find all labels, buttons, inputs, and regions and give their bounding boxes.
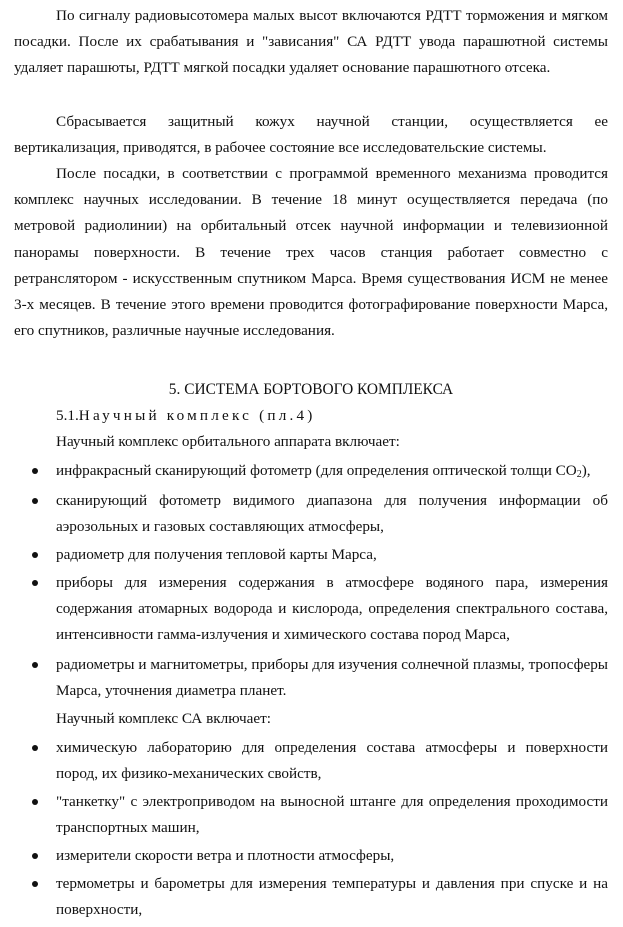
bullet-dot [32, 662, 38, 668]
list-item-text: химическую лабораторию для определения состава атмосферы и поверхности пород, их физико-механических свойств, [56, 739, 608, 783]
bullet-dot [32, 799, 38, 805]
list-item-text: измерители скорости ветра и плотности атмосферы, [56, 847, 395, 864]
bullet-dot [32, 853, 38, 859]
list-item-text: приборы для измерения содержания в атмосфере водяного пара, измерения содержания атомарных водорода и кислорода, определения спектрального состава, интенсивности гамма-излучения и химического состава пород Марса, [56, 574, 608, 644]
lander-complex-intro: Научный комплекс СА включает: [56, 710, 271, 727]
list-item-text: сканирующий фотометр видимого диапазона для получения информации об аэрозольных и газовых составляющих атмосферы, [56, 492, 608, 536]
paragraph-landing-engines: По сигналу радиовысотомера малых высот включаются РДТТ торможения и мягком посадки. После их срабатывания и "зависания" СА РДТТ увода парашютной системы удаляет парашюты, РДТТ мягкой посадки удаляет основание парашютного отсека. [14, 7, 608, 77]
list-item-text: "танкетку" с электроприводом на выносной штанге для определения проходимости транспортных машин, [56, 793, 608, 837]
bullet-dot [32, 552, 38, 558]
list-item-text: термометры и барометры для измерения температуры и давления при спуске и на поверхности, [56, 875, 608, 919]
section-heading: 5. СИСТЕМА БОРТОВОГО КОМПЛЕКСА [168, 381, 454, 398]
subsection-title: Научный комплекс (пл.4) [78, 407, 316, 424]
bullet-dot [32, 580, 38, 586]
list-item-text: радиометр для получения тепловой карты Марса, [56, 546, 377, 563]
bullet-dot [32, 498, 38, 504]
list-item-text: инфракрасный сканирующий фотометр (для определения оптической толщи $CO_2$), [56, 462, 591, 480]
subsection-number: 5.1. [56, 407, 79, 424]
bullet-dot [32, 468, 38, 474]
bullet-dot [32, 745, 38, 751]
subsection-heading [56, 403, 316, 429]
paragraph-station-deployment: Сбрасывается защитный кожух научной станции, осуществляется ее вертикализация, приводятся, в рабочее состояние все исследовательские системы. [14, 113, 608, 157]
bullet-dot [32, 881, 38, 887]
orbital-complex-intro: Научный комплекс орбитального аппарата включает: [56, 433, 400, 450]
paragraph-post-landing-program: После посадки, в соответствии с программой временного механизма проводится комплекс научных исследовании. В течение 18 минут осуществляется передача (по метровой радиолинии) на орбитальный отсек научной информации и телевизионной панорамы поверхности. В течение трех часов станция работает совместно с ретранслятором - искусственным спутником Марса. Время существования ИСМ не менее 3-х месяцев. В течение этого времени проводится фотографирование поверхности Марса, его спутников, различные научные исследования. [14, 165, 608, 340]
list-item-text: радиометры и магнитометры, приборы для изучения солнечной плазмы, тропосферы Марса, уточнения диаметра планет. [56, 656, 608, 700]
